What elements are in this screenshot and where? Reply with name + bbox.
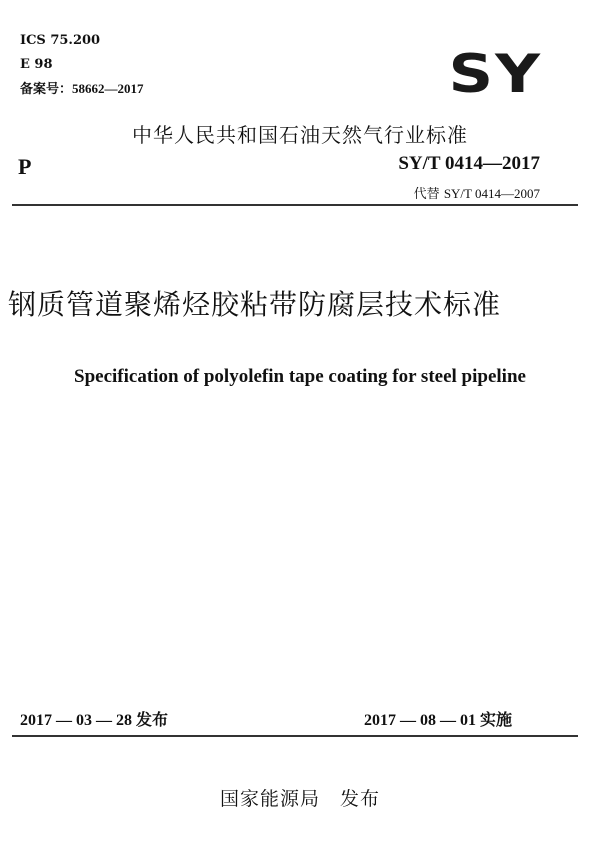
publisher: 国家能源局 发布 <box>219 788 380 810</box>
title-english: Specification of polyolefin tape coating for steel pipeline <box>74 366 526 387</box>
standard-code: SY/T 0414—2017 <box>398 153 540 174</box>
classification-code: E 98 <box>20 57 53 72</box>
filing-label: 备案号： <box>20 82 73 97</box>
issue-label: 发布 <box>136 710 169 729</box>
filing-value: 58662—2017 <box>72 81 144 96</box>
replaces-code: SY/T 0414—2007 <box>443 186 540 201</box>
category-letter: P <box>18 154 32 179</box>
organization-title: 中华人民共和国石油天然气行业标准 <box>132 123 468 147</box>
filing-number <box>20 82 144 96</box>
replaces-standard <box>414 183 540 202</box>
implementation-label: 实施 <box>480 710 513 729</box>
sy-logo: SY <box>448 42 542 105</box>
issue-date <box>20 707 168 730</box>
ics-code: ICS 75.200 <box>20 33 101 48</box>
bottom-divider <box>12 735 578 737</box>
implementation-date-value: 2017 — 08 — 01 <box>364 712 480 729</box>
title-chinese: 钢质管道聚烯烃胶粘带防腐层技术标准 <box>8 288 502 321</box>
implementation-date <box>364 707 512 730</box>
issue-date-value: 2017 — 03 — 28 <box>20 712 136 729</box>
top-divider <box>12 204 578 206</box>
replaces-label: 代替 <box>413 187 444 202</box>
